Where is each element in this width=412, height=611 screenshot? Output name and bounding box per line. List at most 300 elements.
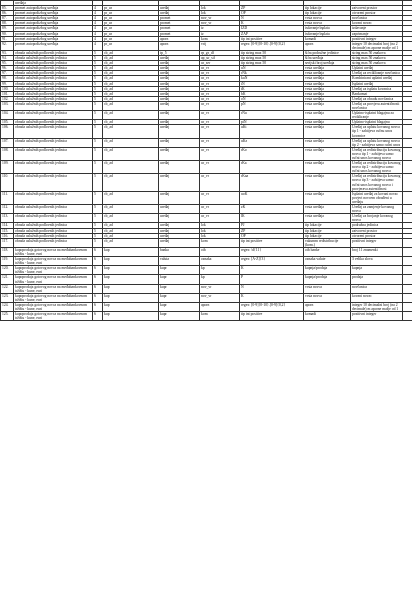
field-cell: ur_vr [200,125,240,138]
row-number-cell: 100. [1,86,14,91]
code-cell: cb_ad [103,125,159,138]
entity-cell: uređaj [159,238,200,247]
value-cell: oN [240,96,304,101]
category-cell: obrada uslužnih podlovnih jedinica [14,174,93,191]
group-id-cell: 5 [93,147,103,160]
category-cell: obrada uslužnih podlovnih jedinica [14,101,93,110]
field-cell: ur_vr [200,91,240,96]
meaning-cell: string max 50 znakova [351,61,403,66]
category-cell: obrada uslužnih podlovnih jedinica [14,91,93,96]
code-cell: cb_ad [103,86,159,91]
field-cell: ur_vr [200,174,240,191]
value-cell: K [240,266,304,275]
value-cell: ZP [240,6,304,11]
note-cell [403,275,412,284]
meaning-cell: Uplatno-isplatni blagajnu [351,120,403,125]
code-cell: cb_ad [103,101,159,110]
category-cell: promet autopodizbog uređaja [14,36,93,41]
code-cell: cb_ad [103,111,159,120]
note-cell [403,293,412,302]
meaning-cell: zatvoreni prostor [351,228,403,233]
category-cell: obrada uslužnih podlovnih jedinica [14,56,93,61]
category-cell: obrada uslužnih podlovnih jedinica [14,111,93,120]
entity-cell: uređaj [159,111,200,120]
group-id-cell: 5 [93,223,103,228]
meaning-cell: Uređaj za uplatu kovanog novca tip 1 - zahtijeva ručnu unos kovanice [351,125,403,138]
row-number-cell: 102. [1,96,14,101]
category-cell: obrada uslužnih podlovnih jedinica [14,125,93,138]
description-cell: oznaka valute [304,257,351,266]
field-cell: ur_vr [200,191,240,204]
row-number-cell: 103. [1,101,14,110]
value-cell: tK [240,86,304,91]
meaning-cell: 3 velika slova [351,257,403,266]
row-number-cell: 86. [1,11,14,16]
group-id-cell: 4 [93,11,103,16]
description-cell: vrsta novca [304,16,351,21]
table-row [1,266,412,275]
group-id-cell: 5 [93,138,103,147]
group-id-cell: 5 [93,66,103,71]
group-id-cell: 5 [93,76,103,81]
note-cell [403,247,412,256]
code-cell: kup [103,284,159,293]
value-cell: ZAP [240,31,304,36]
group-id-cell: 5 [93,238,103,247]
table-row [1,125,412,138]
category-cell: promet autopodizbog uređaja [14,11,93,16]
group-id-cell: 5 [93,56,103,61]
note-cell [403,41,412,50]
meaning-cell: kovani novac [351,293,403,302]
field-cell: iz [200,31,240,36]
code-cell: cb_ad [103,81,159,86]
group-id-cell: 6 [93,247,103,256]
row-number-cell: 108. [1,147,14,160]
meaning-cell: zaprimanje [351,31,403,36]
entity-cell: banka [159,247,200,256]
field-cell: lok [200,233,240,238]
code-cell: kup [103,303,159,312]
table-row [1,303,412,312]
meaning-cell: Uređaj za redistribuciju kovanog novca tip 3 - zahtijeva samo ručni unos kovanog novca i provjerava autentičnost [351,174,403,191]
description-cell: kupnja/prodaja [304,275,351,284]
meaning-cell: integer 10 decimalni broj (na 2 decimale) m aporne mašje od 1 [351,303,403,312]
table-row [1,214,412,223]
code-cell: cb_ad [103,71,159,76]
meaning-cell: zatvoreni prostor [351,6,403,11]
meaning-cell: otvoreni prostor [351,11,403,16]
group-id-cell: 5 [93,61,103,66]
group-id-cell: 4 [93,6,103,11]
entity-cell: uređaj [159,161,200,174]
meaning-cell: Isplatni uređaj za kovani novac povjeri novcem obrađeni u uređaju [351,191,403,204]
category-cell: promet autopodizbog uređaja [14,16,93,21]
meaning-cell: Uređaj za provjeru autentičnosti novčanica [351,101,403,110]
value-cell: piN [240,120,304,125]
table-row [1,147,412,160]
entity-cell: uređaj [159,11,200,16]
category-cell: kupoprodaja gotovog novca na međubankovnom tržištu - kune, euri [14,275,93,284]
row-number-cell: 124. [1,303,14,312]
value-cell: tip int positive [240,36,304,41]
row-number-cell: 92. [1,41,14,50]
value-cell: tip int positive [240,238,304,247]
entity-cell: uređaj [159,96,200,101]
value-cell: iN [240,81,304,86]
category-cell: obrada uslužnih podlovnih jedinica [14,71,93,76]
field-cell: ur_vr [200,66,240,71]
value-cell: N [240,284,304,293]
row-number-cell: 125. [1,312,14,321]
value-cell: IZD [240,26,304,31]
meaning-cell: izdavanje [351,26,403,31]
entity-cell: kupr [159,266,200,275]
group-id-cell: 5 [93,205,103,214]
field-cell: ur_vr [200,138,240,147]
group-id-cell: 5 [93,228,103,233]
description-cell: vrsta uređaja [304,91,351,96]
meaning-cell: Uređaj za isplatu kovanica [351,86,403,91]
note-cell [403,284,412,293]
value-cell: bK [240,91,304,96]
row-number-cell: 98. [1,76,14,81]
code-cell: cb_ad [103,233,159,238]
table-row [1,138,412,147]
entity-cell: uređaj [159,214,200,223]
value-cell: K [240,21,304,26]
meaning-cell: integer 10 decimalni broj (na 2 decimale) m aporne mašje od 1 [351,41,403,50]
entity-cell: uređaj [159,233,200,238]
value-cell: OP [240,233,304,238]
group-id-cell: 5 [93,233,103,238]
group-id-cell: 5 [93,174,103,191]
value-cell: zK [240,205,304,214]
note-cell [403,101,412,110]
entity-cell: promet [159,16,200,21]
entity-cell: aporn [159,36,200,41]
code-cell: cb_ad [103,147,159,160]
description-cell: vrsta uređaja [304,81,351,86]
code-cell: pr_ur [103,31,159,36]
category-cell: obrada uslužnih podlovnih jedinica [14,223,93,228]
entity-cell: uređaj [159,6,200,11]
description-cell: isdavanje/isplata [304,31,351,36]
description-cell: vrsta uređaja [304,71,351,76]
description-cell: vrsta uređaja [304,174,351,191]
value-cell: lK [240,214,304,223]
category-cell: obrada uslužnih podlovnih jedinica [14,205,93,214]
group-id-cell: 6 [93,303,103,312]
table-row [1,257,412,266]
row-number-cell: 118. [1,247,14,256]
row-number-cell: 107. [1,138,14,147]
code-cell: kup [103,293,159,302]
note-cell [403,111,412,120]
entity-cell: uređaj [159,228,200,233]
meaning-cell: otvoreni prostor [351,233,403,238]
field-cell: ur_vr [200,86,240,91]
code-cell: cb_ad [103,56,159,61]
field-cell: kom [200,36,240,41]
code-cell: pr_ur [103,36,159,41]
value-cell: tip string max 50 [240,50,304,55]
value-cell: uN [240,66,304,71]
entity-cell: promet [159,21,200,26]
table-row [1,101,412,110]
value-cell: kuN [240,76,304,81]
field-cell: kp [200,275,240,284]
code-cell: pr_ur [103,6,159,11]
description-cell: vrsta uređaja [304,120,351,125]
description-cell: vrsta uređaja [304,96,351,101]
note-cell [403,312,412,321]
description-cell: vrsta uređaja [304,101,351,110]
entity-cell: uređaj [159,191,200,204]
row-number-cell: 95. [1,61,14,66]
group-id-cell: 5 [93,120,103,125]
value-cell: OP [240,11,304,16]
group-id-cell: 5 [93,214,103,223]
entity-cell: aporn [159,41,200,50]
field-cell: ur_vr [200,120,240,125]
value-cell: N [240,16,304,21]
code-cell: cb_ad [103,138,159,147]
value-cell: tip int positive [240,312,304,321]
description-cell: komadi [304,312,351,321]
group-id-cell: 6 [93,284,103,293]
field-cell: vrij [200,41,240,50]
code-cell: cb_ad [103,76,159,81]
value-cell: PJ [240,223,304,228]
group-id-cell: 5 [93,86,103,91]
code-cell: cb_ad [103,61,159,66]
group-id-cell: 5 [93,91,103,96]
row-number-cell: 101. [1,91,14,96]
row-number-cell: 121. [1,275,14,284]
entity-cell: kupr [159,293,200,302]
group-id-cell: 6 [93,257,103,266]
row-number-cell: 85. [1,6,14,11]
code-cell: cb_ad [103,214,159,223]
entity-cell: promet [159,31,200,36]
value-cell: uKt [240,125,304,138]
note-cell [403,161,412,174]
row-number-cell: 123. [1,293,14,302]
field-cell: lok [200,228,240,233]
code-cell: cb_ad [103,191,159,204]
category-cell: obrada uslužnih podlovnih jedinica [14,86,93,91]
description-cell: kupnja/prodaja [304,266,351,275]
code-cell: cb_ad [103,120,159,125]
note-cell [403,205,412,214]
value-cell: regex: [0-9]{0-10}.[0-9]{0,2} [240,41,304,50]
description-cell: isdavanje/isplata [304,26,351,31]
description-cell: aporn [304,303,351,312]
table-row [1,191,412,204]
description-cell: vrsta uređaja [304,147,351,160]
code-cell: cb_ad [103,50,159,55]
code-cell: cb_ad [103,238,159,247]
value-cell: rNu [240,111,304,120]
category-cell: obrada uslužnih podlovnih jedinica [14,81,93,86]
description-cell: vrsta uređaja [304,205,351,214]
category-cell: obrada uslužnih podlovnih jedinica [14,238,93,247]
table-body [1,1,412,321]
meaning-cell: Isplatni uređaj [351,81,403,86]
entity-cell: kupr [159,275,200,284]
category-cell: obrada uslužnih podlovnih jedinica [14,228,93,233]
field-cell: ur_vr [200,111,240,120]
value-cell: regex: [0-9]{0-10}.[0-9]{0,2} [240,303,304,312]
value-cell: rKa [240,161,304,174]
group-id-cell: 5 [93,161,103,174]
category-cell: obrada uslužnih podlovnih jedinica [14,50,93,55]
value-cell: pN [240,101,304,110]
code-cell: cb_ad [103,205,159,214]
category-cell: obrada uslužnih podlovnih jedinica [14,61,93,66]
description-cell: vrsta uređaja [304,191,351,204]
category-cell: obrada uslužnih podlovnih jedinica [14,191,93,204]
field-cell: iz [200,26,240,31]
category-cell: obrada uslužnih podlovnih jedinica [14,147,93,160]
row-number-cell: 122. [1,284,14,293]
value-cell: regex: [A-Z]{3} [240,257,304,266]
table-row [1,293,412,302]
description-cell: serijski broj uređaja [304,61,351,66]
meaning-cell: string max 50 znakova [351,50,403,55]
group-id-cell: 4 [93,41,103,50]
row-number-cell: 114. [1,223,14,228]
category-cell: kupoprodaja gotovog novca na međubankovnom tržištu - kune, euri [14,257,93,266]
description-cell: vrsta uređaja [304,214,351,223]
code-cell: kup [103,266,159,275]
table-row [1,174,412,191]
meaning-cell: Uređaj za obradu novčanica [351,96,403,101]
row-number-cell: 89. [1,26,14,31]
field-cell: ur_vr [200,214,240,223]
value-cell: rKaa [240,174,304,191]
description-cell: tip lokacije [304,223,351,228]
field-cell: oznaka [200,257,240,266]
description-cell: šifra podružne jedinice [304,50,351,55]
entity-cell: uređaj [159,86,200,91]
value-cell: tip string max 50 [240,61,304,66]
field-cell: ur_vr [200,205,240,214]
meaning-cell: prodaja [351,275,403,284]
field-cell: lok [200,11,240,16]
category-cell: obrada uslužnih podlovnih jedinica [14,138,93,147]
category-cell: obrada uslužnih podlovnih jedinica [14,120,93,125]
entity-cell: kupr [159,303,200,312]
code-cell: pr_ur [103,41,159,50]
description-cell: tip lokacije [304,11,351,16]
entity-cell: uređaj [159,205,200,214]
code-cell: kup [103,247,159,256]
row-number-cell: 104. [1,111,14,120]
field-cell: nov_vr [200,16,240,21]
group-id-cell: 5 [93,81,103,86]
note-cell [403,138,412,147]
description-cell: vakumm redistribucije (kom.) [304,238,351,247]
table-row [1,41,412,50]
meaning-cell: Uplatno-isplatni blagajnu za recikliranje [351,111,403,120]
code-cell: cb_ad [103,223,159,228]
description-cell: vrsta uređaja [304,66,351,71]
category-cell: kupoprodaja gotovog novca na međubankovnom tržištu - kune, euri [14,312,93,321]
note-cell [403,238,412,247]
category-cell: promet autopodizbog uređaja [14,41,93,50]
meaning-cell: Uplatni uređaj [351,66,403,71]
value-cell: P [240,275,304,284]
description-cell: tip lokacije [304,233,351,238]
row-number-cell: 87. [1,16,14,21]
meaning-cell: Uređaj za recikliranje novčanica [351,71,403,76]
note-cell [403,257,412,266]
category-cell: promet autopodizbog uređaja [14,31,93,36]
code-cell: pr_ur [103,16,159,21]
description-cell: vrsta novca [304,21,351,26]
entity-cell: uređaj [159,138,200,147]
field-cell: oib [200,247,240,256]
field-cell: lok [200,6,240,11]
field-cell: ur_vr [200,147,240,160]
field-cell: kom [200,238,240,247]
field-cell: ur_vr [200,81,240,86]
meaning-cell: Uređaj za zamjenje kovanog novca [351,205,403,214]
field-cell: nov_vr [200,284,240,293]
value-cell: tip string max 50 [240,56,304,61]
field-cell: nov_vr [200,293,240,302]
group-id-cell: 5 [93,96,103,101]
group-id-cell: 5 [93,50,103,55]
table-row [1,284,412,293]
code-cell: kup [103,275,159,284]
category-cell: kupoprodaja gotovog novca na međubankovnom tržištu - kune, euri [14,247,93,256]
meaning-cell: Bankomat [351,91,403,96]
entity-cell: uređaj [159,71,200,76]
category-cell: promet autopodizbog uređaja [14,21,93,26]
row-number-cell: 117. [1,238,14,247]
table-row [1,111,412,120]
value-cell: uoK [240,191,304,204]
value-cell: regex: \d{11} [240,247,304,256]
meaning-cell: Uređaj za redistribuciju kovanog novca tip 2 - zahtijeva samo ručni unos kovanog novca [351,161,403,174]
description-cell: vrsta novca [304,284,351,293]
description-cell: vrsta uređaja [304,86,351,91]
table-row [1,312,412,321]
description-cell: komadi [304,36,351,41]
entity-cell: uređaj [159,223,200,228]
group-id-cell: 4 [93,16,103,21]
meaning-cell: string max 50 znakova [351,56,403,61]
entity-cell: valuta [159,257,200,266]
row-number-cell: 112. [1,205,14,214]
category-cell: obrada uslužnih podlovnih jedinica [14,66,93,71]
code-cell: cb_ad [103,96,159,101]
description-cell: vrsta uređaja [304,125,351,138]
note-cell [403,191,412,204]
description-cell: vrsta novca [304,293,351,302]
category-cell: obrada uslužnih podlovnih jedinica [14,161,93,174]
entity-cell: uređaj [159,61,200,66]
entity-cell: uređaj [159,174,200,191]
group-id-cell: 6 [93,266,103,275]
code-cell: pr_ur [103,21,159,26]
field-cell: nov_vr [200,21,240,26]
row-number-cell: 115. [1,228,14,233]
meaning-cell: pozitivni integer [351,312,403,321]
